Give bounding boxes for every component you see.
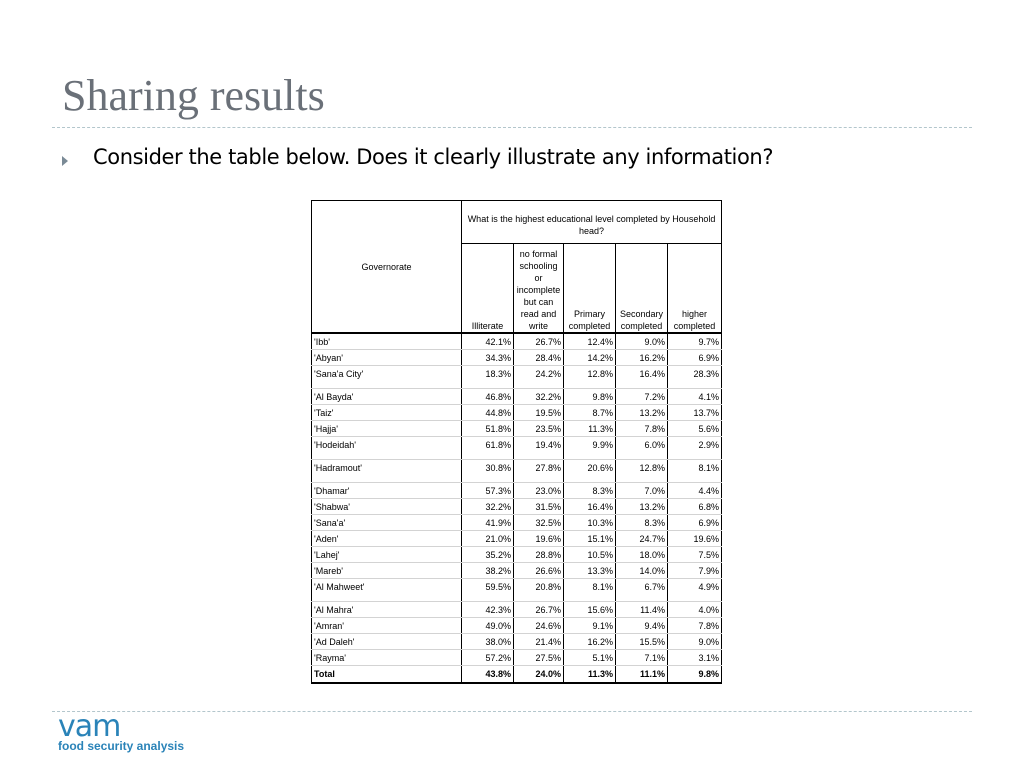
table-cell: 20.6% <box>564 460 616 483</box>
education-table-container <box>311 200 721 684</box>
education-table <box>311 200 722 684</box>
table-row <box>312 389 722 405</box>
table-row <box>312 421 722 437</box>
table-cell: 13.2% <box>616 405 668 421</box>
table-cell: 23.0% <box>514 483 564 499</box>
table-cell: 8.1% <box>564 579 616 602</box>
governorate-name: 'Mareb' <box>312 563 462 579</box>
table-cell: 9.9% <box>564 437 616 460</box>
column-header-secondary: Secondary completed <box>616 244 668 334</box>
table-cell: 44.8% <box>462 405 514 421</box>
bottom-divider <box>52 711 972 712</box>
table-cell: 5.1% <box>564 650 616 666</box>
table-cell: 7.1% <box>616 650 668 666</box>
total-cell: 11.1% <box>616 666 668 684</box>
table-row <box>312 579 722 602</box>
table-cell: 41.9% <box>462 515 514 531</box>
table-cell: 15.1% <box>564 531 616 547</box>
table-row <box>312 618 722 634</box>
governorate-name: 'Hajja' <box>312 421 462 437</box>
total-cell: 24.0% <box>514 666 564 684</box>
table-cell: 13.3% <box>564 563 616 579</box>
table-cell: 7.8% <box>668 618 722 634</box>
table-cell: 21.4% <box>514 634 564 650</box>
table-cell: 13.2% <box>616 499 668 515</box>
table-cell: 6.7% <box>616 579 668 602</box>
table-row <box>312 563 722 579</box>
table-cell: 12.4% <box>564 333 616 350</box>
table-cell: 42.1% <box>462 333 514 350</box>
table-cell: 9.0% <box>668 634 722 650</box>
table-cell: 28.4% <box>514 350 564 366</box>
governorate-name: 'Al Mahweet' <box>312 579 462 602</box>
table-cell: 12.8% <box>564 366 616 389</box>
table-cell: 7.8% <box>616 421 668 437</box>
table-cell: 14.2% <box>564 350 616 366</box>
table-cell: 15.6% <box>564 602 616 618</box>
logo-wordmark: vam <box>58 709 121 744</box>
table-cell: 10.3% <box>564 515 616 531</box>
governorate-name: 'Hodeidah' <box>312 437 462 460</box>
table-cell: 19.5% <box>514 405 564 421</box>
table-cell: 21.0% <box>462 531 514 547</box>
table-cell: 7.5% <box>668 547 722 563</box>
table-cell: 32.2% <box>462 499 514 515</box>
table-cell: 27.8% <box>514 460 564 483</box>
table-cell: 15.5% <box>616 634 668 650</box>
table-cell: 8.1% <box>668 460 722 483</box>
bullet-arrow-icon <box>62 156 68 166</box>
table-row <box>312 405 722 421</box>
table-row <box>312 602 722 618</box>
table-cell: 9.1% <box>564 618 616 634</box>
table-row <box>312 460 722 483</box>
table-cell: 14.0% <box>616 563 668 579</box>
table-cell: 26.7% <box>514 602 564 618</box>
table-row <box>312 366 722 389</box>
column-header-primary: Primary completed <box>564 244 616 334</box>
table-cell: 28.8% <box>514 547 564 563</box>
table-cell: 6.9% <box>668 350 722 366</box>
table-cell: 6.9% <box>668 515 722 531</box>
table-cell: 6.0% <box>616 437 668 460</box>
column-header-illiterate: Illiterate <box>462 244 514 334</box>
table-row <box>312 547 722 563</box>
table-cell: 35.2% <box>462 547 514 563</box>
table-row <box>312 650 722 666</box>
total-cell: 11.3% <box>564 666 616 684</box>
table-cell: 13.7% <box>668 405 722 421</box>
bullet-text: Consider the table below. Does it clearly illustrate any information? <box>93 145 774 169</box>
vam-logo <box>58 709 185 753</box>
table-cell: 4.1% <box>668 389 722 405</box>
governorate-name: 'Hadramout' <box>312 460 462 483</box>
table-cell: 16.2% <box>616 350 668 366</box>
top-divider <box>52 127 972 128</box>
table-row <box>312 333 722 350</box>
total-cell: 9.8% <box>668 666 722 684</box>
table-cell: 32.5% <box>514 515 564 531</box>
table-cell: 2.9% <box>668 437 722 460</box>
table-cell: 49.0% <box>462 618 514 634</box>
table-cell: 11.3% <box>564 421 616 437</box>
governorate-name: 'Lahej' <box>312 547 462 563</box>
table-cell: 4.9% <box>668 579 722 602</box>
table-cell: 8.3% <box>616 515 668 531</box>
table-cell: 31.5% <box>514 499 564 515</box>
table-cell: 19.4% <box>514 437 564 460</box>
governorate-header: Governorate <box>312 201 462 334</box>
table-cell: 34.3% <box>462 350 514 366</box>
table-row <box>312 531 722 547</box>
table-cell: 16.4% <box>564 499 616 515</box>
table-cell: 9.0% <box>616 333 668 350</box>
table-cell: 10.5% <box>564 547 616 563</box>
table-cell: 46.8% <box>462 389 514 405</box>
governorate-name: 'Al Mahra' <box>312 602 462 618</box>
table-cell: 18.3% <box>462 366 514 389</box>
table-cell: 9.4% <box>616 618 668 634</box>
total-label: Total <box>312 666 462 684</box>
table-cell: 24.6% <box>514 618 564 634</box>
table-cell: 5.6% <box>668 421 722 437</box>
column-header-higher: higher completed <box>668 244 722 334</box>
table-cell: 9.8% <box>564 389 616 405</box>
table-cell: 6.8% <box>668 499 722 515</box>
table-row <box>312 515 722 531</box>
governorate-name: 'Al Bayda' <box>312 389 462 405</box>
governorate-name: 'Rayma' <box>312 650 462 666</box>
governorate-name: 'Shabwa' <box>312 499 462 515</box>
column-header-no-formal-schooling: no formal schooling or incomplete but can read and write <box>514 244 564 334</box>
table-cell: 28.3% <box>668 366 722 389</box>
logo-tagline: food security analysis <box>58 739 185 753</box>
table-cell: 11.4% <box>616 602 668 618</box>
table-cell: 8.7% <box>564 405 616 421</box>
governorate-name: 'Abyan' <box>312 350 462 366</box>
table-cell: 4.4% <box>668 483 722 499</box>
table-cell: 3.1% <box>668 650 722 666</box>
table-cell: 19.6% <box>514 531 564 547</box>
table-cell: 8.3% <box>564 483 616 499</box>
table-cell: 51.8% <box>462 421 514 437</box>
table-cell: 26.7% <box>514 333 564 350</box>
slide-title: Sharing results <box>62 71 325 120</box>
table-cell: 7.0% <box>616 483 668 499</box>
governorate-name: 'Ad Daleh' <box>312 634 462 650</box>
table-cell: 9.7% <box>668 333 722 350</box>
table-cell: 24.2% <box>514 366 564 389</box>
governorate-name: 'Taiz' <box>312 405 462 421</box>
table-cell: 23.5% <box>514 421 564 437</box>
governorate-name: 'Aden' <box>312 531 462 547</box>
table-row <box>312 634 722 650</box>
table-row <box>312 437 722 460</box>
table-cell: 61.8% <box>462 437 514 460</box>
table-cell: 7.9% <box>668 563 722 579</box>
governorate-name: 'Sana'a' <box>312 515 462 531</box>
table-cell: 16.4% <box>616 366 668 389</box>
total-cell: 43.8% <box>462 666 514 684</box>
table-row <box>312 483 722 499</box>
table-cell: 24.7% <box>616 531 668 547</box>
table-cell: 57.2% <box>462 650 514 666</box>
table-row <box>312 499 722 515</box>
table-cell: 57.3% <box>462 483 514 499</box>
governorate-name: 'Sana'a City' <box>312 366 462 389</box>
table-cell: 18.0% <box>616 547 668 563</box>
table-body <box>312 333 722 683</box>
table-cell: 38.0% <box>462 634 514 650</box>
table-cell: 30.8% <box>462 460 514 483</box>
table-cell: 27.5% <box>514 650 564 666</box>
table-cell: 26.6% <box>514 563 564 579</box>
total-row <box>312 666 722 684</box>
table-cell: 32.2% <box>514 389 564 405</box>
table-cell: 12.8% <box>616 460 668 483</box>
table-cell: 19.6% <box>668 531 722 547</box>
table-row <box>312 350 722 366</box>
governorate-name: 'Ibb' <box>312 333 462 350</box>
table-cell: 7.2% <box>616 389 668 405</box>
table-cell: 4.0% <box>668 602 722 618</box>
group-header: What is the highest educational level completed by Household head? <box>462 201 722 244</box>
governorate-name: 'Amran' <box>312 618 462 634</box>
table-cell: 59.5% <box>462 579 514 602</box>
table-cell: 42.3% <box>462 602 514 618</box>
governorate-name: 'Dhamar' <box>312 483 462 499</box>
table-cell: 20.8% <box>514 579 564 602</box>
table-cell: 38.2% <box>462 563 514 579</box>
table-cell: 16.2% <box>564 634 616 650</box>
